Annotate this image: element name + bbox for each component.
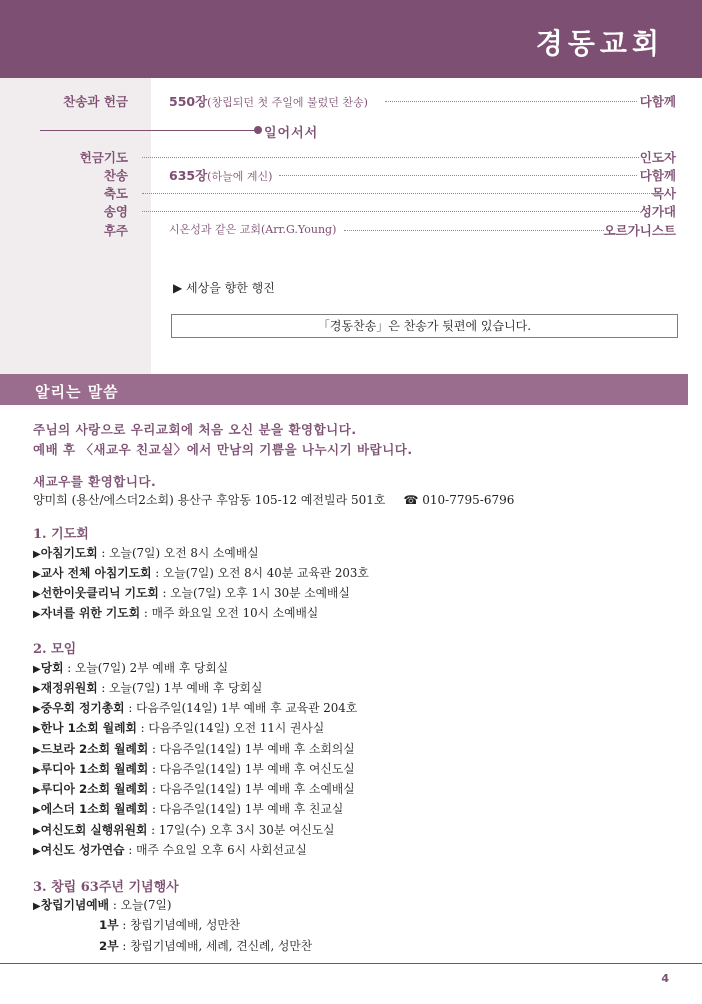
order-leader: 성가대 — [639, 204, 676, 219]
welcome-line-2: 예배 후 〈새교우 친교실〉에서 만남의 기쁨을 나누시기 바랍니다. — [33, 442, 413, 457]
list-item: ▶아침기도회 : 오늘(7일) 오전 8시 소예배실 — [33, 546, 259, 560]
dotted-leader — [385, 101, 637, 102]
list-item: ▶선한이웃클리닉 기도회 : 오늘(7일) 오후 1시 30분 소예배실 — [33, 586, 350, 600]
order-label: 송영 — [103, 204, 128, 219]
footer-line — [0, 963, 702, 964]
dotted-leader — [279, 175, 637, 176]
order-leader: 인도자 — [639, 150, 676, 165]
header-bar — [0, 0, 702, 78]
announcements-title: 알리는 말씀 — [35, 383, 119, 401]
order-label: 헌금기도 — [79, 150, 128, 165]
hymn-desc: (창립되던 첫 주일에 불렀던 찬송) — [207, 96, 368, 109]
newcomer-title: 새교우를 환영합니다. — [33, 474, 157, 489]
list-item: ▶교사 전체 아침기도회 : 오늘(7일) 오전 8시 40분 교육관 203호 — [33, 566, 369, 580]
order-row-hymn — [0, 166, 690, 186]
order-row-response — [0, 202, 690, 222]
hymn-info — [169, 92, 368, 110]
dotted-leader — [344, 230, 604, 231]
welcome-line-1: 주님의 사랑으로 우리교회에 처음 오신 분을 환영합니다. — [33, 422, 357, 437]
order-leader: 오르가니스트 — [603, 223, 676, 238]
list-item: ▶여신도회 실행위원회 : 17일(수) 오후 3시 30분 여신도실 — [33, 823, 335, 837]
order-leader: 다함께 — [639, 168, 676, 183]
hymn-info — [169, 166, 272, 184]
hymn-desc: (하늘에 계신) — [207, 170, 273, 183]
stand-label: 일어서서 — [264, 126, 319, 141]
hymnal-note: 「경동찬송」은 찬송가 뒷편에 있습니다. — [171, 314, 678, 338]
page-number: 4 — [661, 972, 669, 985]
sub-item: 2부 : 창립기념예배, 세례, 견신례, 성만찬 — [99, 939, 313, 953]
list-item: ▶드보라 2소회 월례회 : 다음주일(14일) 1부 예배 후 소회의실 — [33, 742, 355, 756]
order-label: 찬송과 헌금 — [63, 94, 128, 109]
stand-line — [40, 130, 258, 131]
newcomer-info — [33, 491, 514, 508]
postlude-info — [169, 221, 336, 237]
section-title-anniversary: 3. 창립 63주년 기념행사 — [33, 880, 179, 895]
section-title-meetings: 2. 모임 — [33, 642, 77, 657]
order-label: 축도 — [103, 186, 128, 201]
section-title-prayer: 1. 기도회 — [33, 527, 89, 542]
dotted-leader — [142, 157, 639, 158]
dotted-leader — [142, 211, 639, 212]
stand-dot — [254, 126, 262, 134]
order-row-offering-prayer — [0, 148, 690, 168]
list-item: ▶자녀를 위한 기도회 : 매주 화요일 오전 10시 소예배실 — [33, 606, 319, 620]
list-item: ▶한나 1소회 월례회 : 다음주일(14일) 오전 11시 권사실 — [33, 721, 325, 735]
order-leader: 다함께 — [639, 94, 676, 109]
hymn-number: 635장 — [169, 168, 208, 183]
dotted-leader — [142, 193, 652, 194]
order-row-offering-hymn — [0, 92, 690, 112]
order-label: 후주 — [103, 223, 128, 238]
list-item: ▶당회 : 오늘(7일) 2부 예배 후 당회실 — [33, 661, 229, 675]
list-item: ▶창립기념예배 : 오늘(7일) — [33, 898, 172, 912]
church-name: 경동교회 — [535, 27, 664, 60]
order-leader: 목사 — [651, 186, 676, 201]
procession-text: ▶ 세상을 향한 행진 — [173, 281, 275, 295]
hymn-number: 550장 — [169, 94, 208, 109]
order-row-benediction — [0, 184, 690, 204]
newcomer-phone: ☎ 010-7795-6796 — [403, 493, 515, 507]
list-item: ▶에스더 1소회 월례회 : 다음주일(14일) 1부 예배 후 친교실 — [33, 802, 344, 816]
newcomer-address: 양미희 (용산/에스더2소회) 용산구 후암동 105-12 예전빌라 501호 — [33, 493, 386, 507]
postlude-desc: 시온성과 같은 교회(Arr.G.Young) — [169, 223, 337, 236]
list-item: ▶루디아 1소회 월례회 : 다음주일(14일) 1부 예배 후 여신도실 — [33, 762, 355, 776]
order-row-postlude — [0, 221, 690, 241]
sub-item: 1부 : 창립기념예배, 성만찬 — [99, 918, 241, 932]
list-item: ▶루디아 2소회 월례회 : 다음주일(14일) 1부 예배 후 소예배실 — [33, 782, 355, 796]
order-label: 찬송 — [103, 168, 128, 183]
list-item: ▶여신도 성가연습 : 매주 수요일 오후 6시 사회선교실 — [33, 843, 307, 857]
list-item: ▶재정위원회 : 오늘(7일) 1부 예배 후 당회실 — [33, 681, 263, 695]
list-item: ▶중우회 정기총회 : 다음주일(14일) 1부 예배 후 교육관 204호 — [33, 701, 358, 715]
